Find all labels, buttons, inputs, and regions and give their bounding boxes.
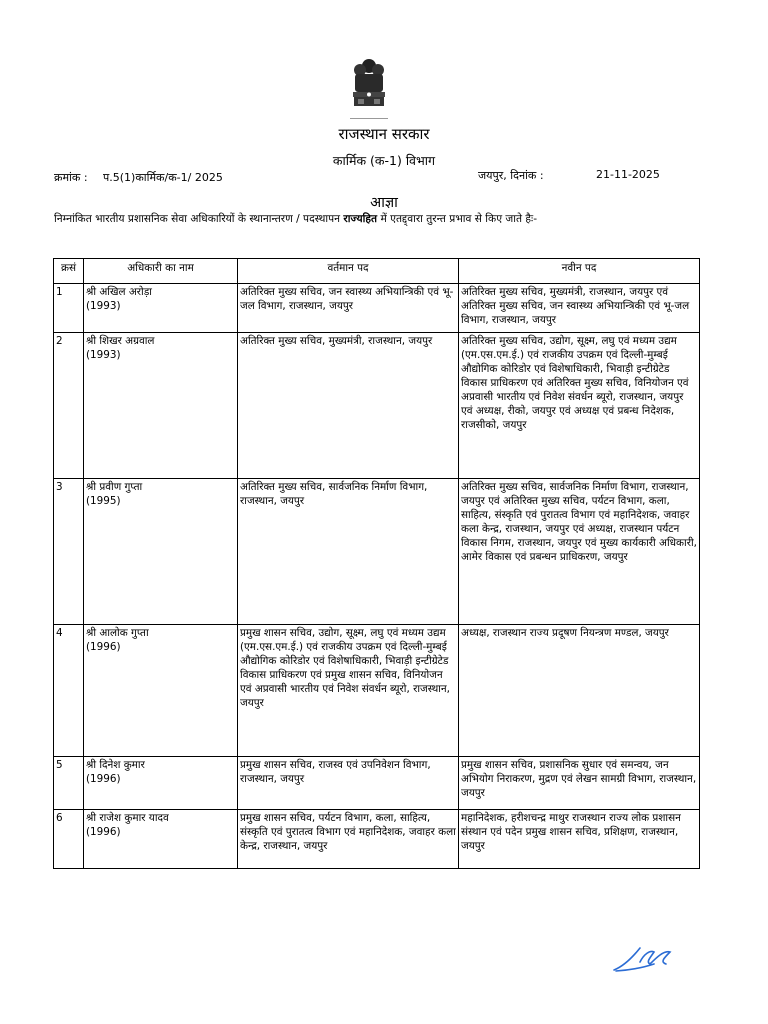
officer-cell	[84, 757, 238, 810]
officer-batch: (1996)	[86, 641, 121, 653]
officer-name: श्री राजेश कुमार यादव	[86, 812, 169, 824]
header-current-post: वर्तमान पद	[238, 259, 459, 284]
place-date-label: जयपुर, दिनांक :	[478, 169, 544, 182]
header-officer-name: अधिकारी का नाम	[84, 259, 238, 284]
postings-table	[53, 258, 700, 869]
government-name: राजस्थान सरकार	[338, 125, 430, 143]
officer-batch: (1996)	[86, 773, 121, 785]
officer-cell	[84, 284, 238, 333]
officer-cell	[84, 810, 238, 869]
officer-name: श्री शिखर अग्रवाल	[86, 335, 155, 347]
officer-cell	[84, 479, 238, 625]
intro-text-bold: राज्यहित	[343, 213, 378, 225]
new-post: महानिदेशक, हरीशचन्द्र माथुर राजस्थान राज्य लोक प्रशासन संस्थान एवं पदेन प्रमुख शासन सचिव, प्रशिक्षण, राजस्थान, जयपुर	[459, 810, 700, 869]
serial-no: 1	[54, 284, 84, 333]
new-post: प्रमुख शासन सचिव, प्रशासनिक सुधार एवं समन्वय, जन अभियोग निराकरण, मुद्रण एवं लेखन सामग्री विभाग, राजस्थान, जयपुर	[459, 757, 700, 810]
current-post: अतिरिक्त मुख्य सचिव, सार्वजनिक निर्माण विभाग, राजस्थान, जयपुर	[238, 479, 459, 625]
table-row	[54, 333, 700, 479]
current-post: प्रमुख शासन सचिव, उद्योग, सूक्ष्म, लघु एवं मध्यम उद्यम (एम.एस.एम.ई.) एवं राजकीय उपक्रम एवं दिल्ली-मुम्बई औद्योगिक कोरिडोर एवं विशेषाधिकारी, भिवाड़ी इन्टीग्रेटेड विकास प्राधिकरण एवं प्रमुख शासन सचिव, विनियोजन एवं अप्रवासी भारतीय एवं निवेश संवर्धन ब्यूरो, राजस्थान, जयपुर	[238, 625, 459, 757]
officer-name: श्री दिनेश कुमार	[86, 759, 145, 771]
officer-cell	[84, 625, 238, 757]
order-date: 21-11-2025	[596, 168, 660, 181]
new-post: अतिरिक्त मुख्य सचिव, सार्वजनिक निर्माण विभाग, राजस्थान, जयपुर एवं अतिरिक्त मुख्य सचिव, पर्यटन विभाग, कला, साहित्य, संस्कृति एवं पुरातत्व विभाग एवं महानिदेशक, जवाहर कला केन्द्र, राजस्थान, जयपुर एवं अध्यक्ष, राजस्थान पर्यटन विकास निगम, राजस्थान, जयपुर एवं मुख्य कार्यकारी अधिकारी, आमेर विकास एवं प्रबन्धन प्राधिकरण, जयपुर	[459, 479, 700, 625]
table-row	[54, 284, 700, 333]
header-new-post: नवीन पद	[459, 259, 700, 284]
table-row	[54, 479, 700, 625]
reference-label: क्रमांक :	[54, 171, 88, 184]
intro-paragraph	[54, 212, 744, 226]
serial-no: 3	[54, 479, 84, 625]
current-post: अतिरिक्त मुख्य सचिव, जन स्वास्थ्य अभियान्त्रिकी एवं भू-जल विभाग, राजस्थान, जयपुर	[238, 284, 459, 333]
officer-cell	[84, 333, 238, 479]
current-post: अतिरिक्त मुख्य सचिव, मुख्यमंत्री, राजस्थान, जयपुर	[238, 333, 459, 479]
officer-name: श्री अखिल अरोड़ा	[86, 286, 152, 298]
emblem-motto-text	[346, 115, 392, 123]
order-title: आज्ञा	[370, 195, 398, 211]
serial-no: 4	[54, 625, 84, 757]
table-row	[54, 757, 700, 810]
new-post: अतिरिक्त मुख्य सचिव, मुख्यमंत्री, राजस्थान, जयपुर एवं अतिरिक्त मुख्य सचिव, जन स्वास्थ्य अभियान्त्रिकी एवं भू-जल विभाग, राजस्थान, जयपुर	[459, 284, 700, 333]
intro-text-before: निम्नांकित भारतीय प्रशासनिक सेवा अधिकारियों के स्थानान्तरण / पदस्थापन	[54, 213, 344, 225]
officer-batch: (1993)	[86, 300, 121, 312]
header-serial-no: क्रसं	[54, 259, 84, 284]
table-header-row	[54, 259, 700, 284]
officer-batch: (1995)	[86, 495, 121, 507]
officer-name: श्री प्रवीण गुप्ता	[86, 481, 143, 493]
officer-batch: (1993)	[86, 349, 121, 361]
state-emblem-icon	[346, 56, 392, 112]
table-row	[54, 625, 700, 757]
signature-icon	[610, 940, 676, 976]
current-post: प्रमुख शासन सचिव, पर्यटन विभाग, कला, साहित्य, संस्कृति एवं पुरातत्व विभाग एवं महानिदेशक, जवाहर कला केन्द्र, राजस्थान, जयपुर	[238, 810, 459, 869]
table-row	[54, 810, 700, 869]
reference-number: प.5(1)कार्मिक/क-1/ 2025	[103, 171, 223, 184]
department-name: कार्मिक (क-1) विभाग	[332, 153, 436, 168]
serial-no: 2	[54, 333, 84, 479]
officer-batch: (1996)	[86, 826, 121, 838]
new-post: अध्यक्ष, राजस्थान राज्य प्रदूषण नियन्त्रण मण्डल, जयपुर	[459, 625, 700, 757]
new-post: अतिरिक्त मुख्य सचिव, उद्योग, सूक्ष्म, लघु एवं मध्यम उद्यम (एम.एस.एम.ई.) एवं राजकीय उपक्रम एवं दिल्ली-मुम्बई औद्योगिक कोरिडोर एवं विशेषाधिकारी, भिवाड़ी इन्टीग्रेटेड विकास प्राधिकरण एवं अतिरिक्त मुख्य सचिव, विनियोजन एवं अप्रवासी भारतीय एवं निवेश संवर्धन ब्यूरो, राजस्थान, जयपुर एवं अध्यक्ष, रीको, जयपुर एवं अध्यक्ष एवं प्रबन्ध निदेशक, राजसीको, जयपुर	[459, 333, 700, 479]
serial-no: 6	[54, 810, 84, 869]
current-post: प्रमुख शासन सचिव, राजस्व एवं उपनिवेशन विभाग, राजस्थान, जयपुर	[238, 757, 459, 810]
serial-no: 5	[54, 757, 84, 810]
officer-name: श्री आलोक गुप्ता	[86, 627, 149, 639]
intro-text-after: में एतद्द्वारा तुरन्त प्रभाव से किए जाते हैः-	[377, 213, 538, 225]
